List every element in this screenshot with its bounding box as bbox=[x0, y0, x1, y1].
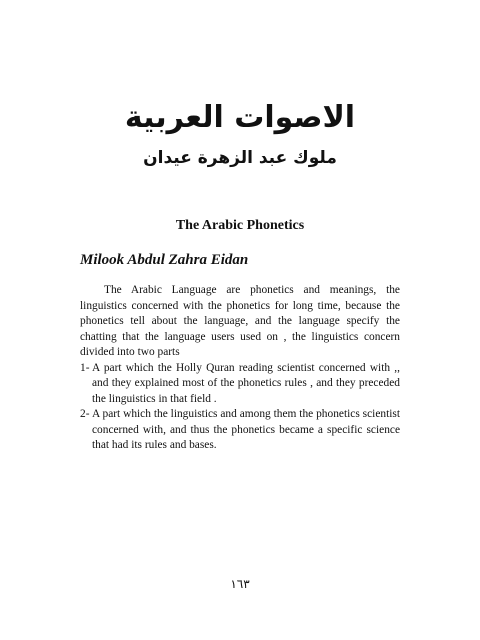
list-item-text: A part which the linguistics and among them the phonetics scientist concerned with, and thus the phonetics became a specific science that had its rules and bases. bbox=[92, 408, 400, 451]
english-author: Milook Abdul Zahra Eidan bbox=[80, 252, 249, 268]
intro-paragraph: The Arabic Language are phonetics and meanings, the linguistics concerned with the phonetics for long time, because the phonetics tell about the language, and the language specify the chatting that the language users used on , the linguistics concern divided into two parts bbox=[80, 284, 400, 358]
list-item-text: A part which the Holly Quran reading scientist concerned with ,, and they explained most of the phonetics rules , and they preceded the linguistics in that field . bbox=[92, 361, 400, 405]
list-item-number: 1- bbox=[80, 361, 90, 374]
arabic-title: الاصوات العربية bbox=[124, 100, 356, 135]
arabic-author: ملوك عبد الزهرة عيدان bbox=[143, 148, 337, 168]
list-item bbox=[80, 407, 400, 454]
page-number: ١٦٣ bbox=[230, 577, 250, 591]
abstract-body bbox=[80, 283, 400, 454]
english-title: The Arabic Phonetics bbox=[175, 218, 305, 233]
parts-list bbox=[80, 361, 400, 454]
list-item bbox=[80, 361, 400, 408]
list-item-number: 2- bbox=[80, 408, 90, 420]
